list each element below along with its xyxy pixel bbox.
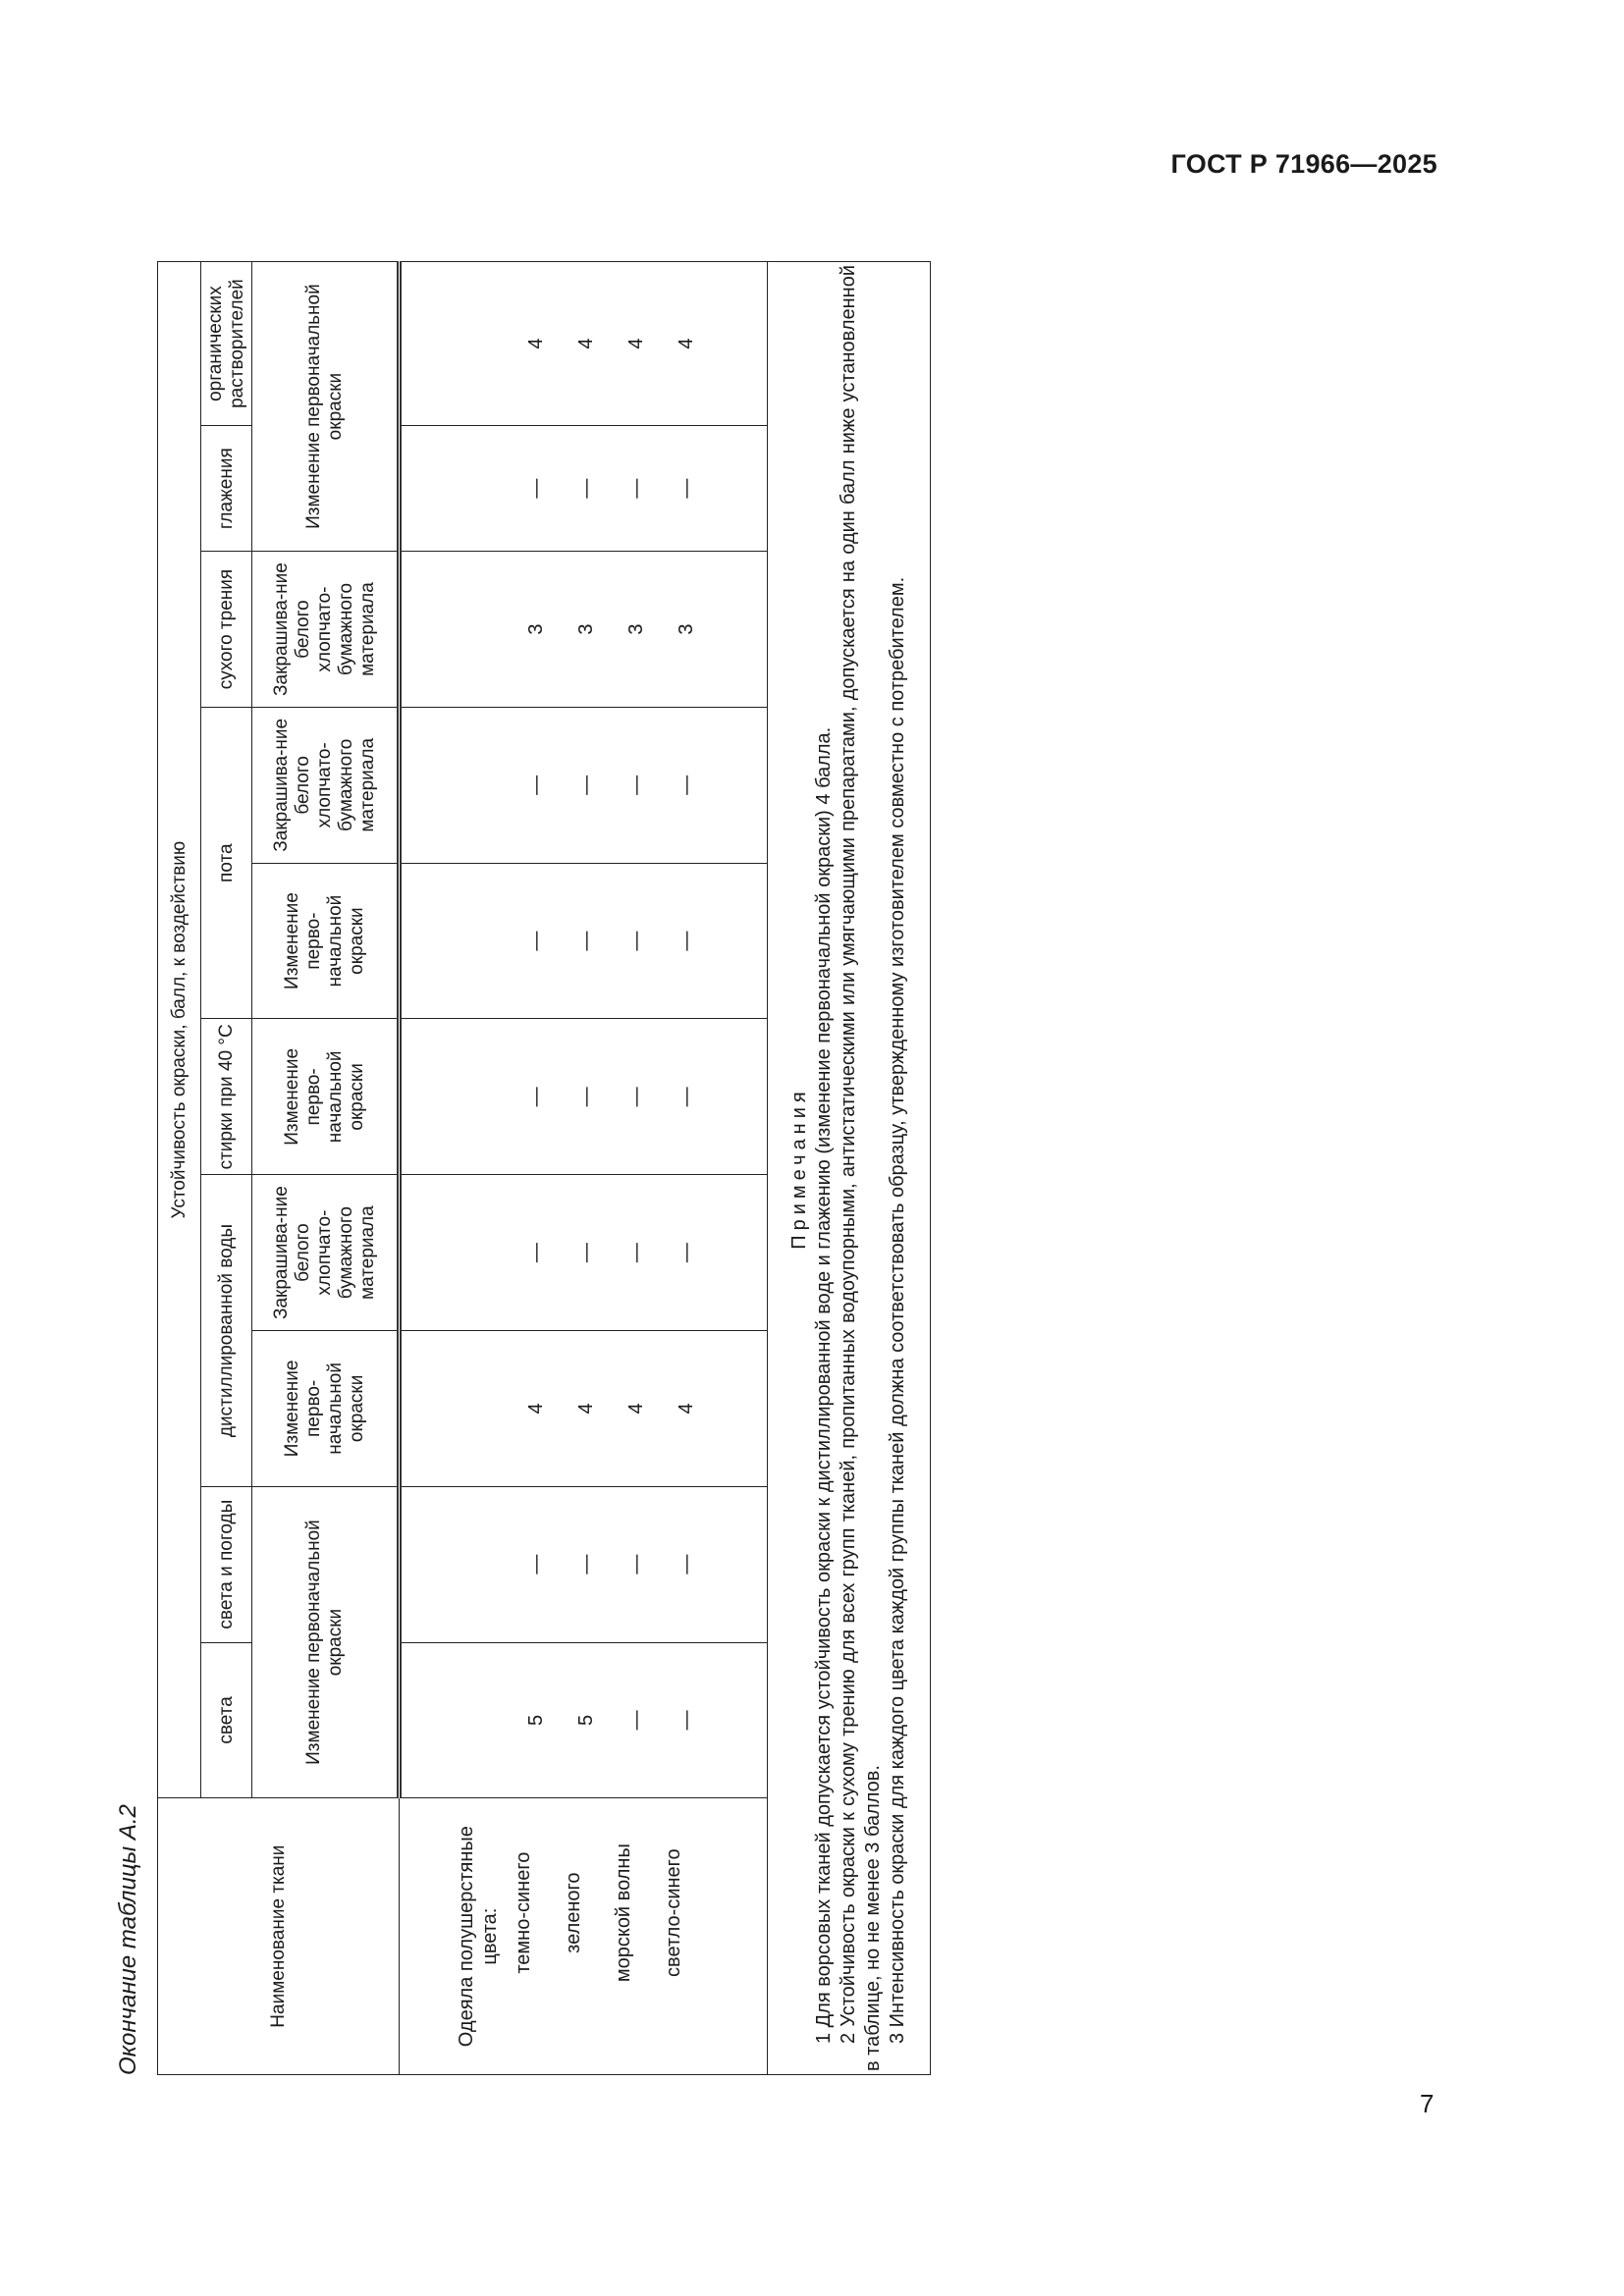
col-header-sweat: пота bbox=[201, 707, 252, 1019]
col-header-fabric-name: Наименование ткани bbox=[158, 1798, 400, 2075]
col-wash-change bbox=[400, 1019, 768, 1175]
sub-header-dist-stain: Закрашива-ние белого хлопчато-бумажного материала bbox=[252, 1175, 400, 1331]
table-cell: — bbox=[624, 931, 647, 951]
table-cell: — bbox=[624, 1243, 647, 1263]
fabric-names-cell bbox=[400, 1798, 768, 2075]
col-header-ironing: глажения bbox=[201, 426, 252, 552]
notes-title: Примечания bbox=[787, 1087, 810, 1250]
col-header-light: света bbox=[201, 1642, 252, 1798]
sub-header-sweat-change: Изменение перво-начальной окраски bbox=[252, 863, 400, 1019]
table-cell: — bbox=[574, 1087, 597, 1107]
col-sweat-stain bbox=[400, 707, 768, 863]
table-cell: 5 bbox=[574, 1714, 597, 1726]
notes-row bbox=[767, 262, 930, 2075]
table-cell: 4 bbox=[675, 338, 697, 349]
table-cell: — bbox=[524, 1554, 547, 1575]
note-item: 3 Интенсивность окраски для каждого цвета каждой группы тканей должна соответствовать образцу, утвержденному изготовителем совместно с потребителем. bbox=[886, 576, 908, 2044]
colorfastness-table bbox=[157, 261, 931, 2075]
col-header-dist-water: дистиллированной воды bbox=[201, 1175, 252, 1487]
table-cell: — bbox=[624, 774, 647, 795]
sub-header-wash-change: Изменение перво-начальной окраски bbox=[252, 1019, 400, 1175]
table-cell: — bbox=[624, 1710, 647, 1731]
fabric-name: морской волны bbox=[612, 1843, 634, 1983]
table-cell: 4 bbox=[624, 1403, 647, 1415]
table-cell: — bbox=[524, 1243, 547, 1263]
fabric-name: светло-синего bbox=[662, 1848, 684, 1977]
table-cell: — bbox=[574, 1554, 597, 1575]
table-cell: 3 bbox=[675, 623, 697, 635]
sub-header-light-change: Изменение первоначальной окраски bbox=[252, 1486, 400, 1798]
notes-cell bbox=[767, 262, 930, 2075]
table-cell: 4 bbox=[624, 338, 647, 349]
table-cell: — bbox=[524, 1087, 547, 1107]
table-cell: 4 bbox=[574, 338, 597, 349]
table-cell: — bbox=[574, 931, 597, 951]
col-header-super: Устойчивость окраски, балл, к воздействию bbox=[158, 262, 201, 1798]
table-cell: — bbox=[574, 1243, 597, 1263]
table-cell: — bbox=[675, 1087, 697, 1107]
table-cell: — bbox=[574, 774, 597, 795]
table-cell: 4 bbox=[574, 1403, 597, 1415]
col-dry-rub-stain bbox=[400, 552, 768, 708]
table-cell: — bbox=[524, 478, 547, 499]
table-cell: — bbox=[675, 774, 697, 795]
table-cell: — bbox=[675, 1243, 697, 1263]
table-cell: 3 bbox=[574, 623, 597, 635]
col-solvents bbox=[400, 262, 768, 426]
table-cell: 3 bbox=[524, 623, 547, 635]
col-header-dry-rub: сухого трения bbox=[201, 552, 252, 708]
table-cell: — bbox=[524, 774, 547, 795]
table-cell: 4 bbox=[524, 338, 547, 349]
note-item: 1 Для ворсовых тканей допускается устойчивость окраски к дистиллированной воде и глажению (изменение первоначальной окраски) 4 балла. bbox=[812, 726, 835, 2044]
col-ironing bbox=[400, 426, 768, 552]
table-row bbox=[400, 262, 768, 2075]
col-dist-change bbox=[400, 1331, 768, 1487]
col-header-solvents: органических растворителей bbox=[201, 262, 252, 426]
col-header-washing: стирки при 40 °С bbox=[201, 1019, 252, 1175]
table-cell: — bbox=[675, 1710, 697, 1731]
table-cell: 5 bbox=[524, 1714, 547, 1726]
sub-header-dry-rub-stain: Закрашива-ние белого хлопчато-бумажного материала bbox=[252, 552, 400, 708]
col-header-light-weather: света и погоды bbox=[201, 1486, 252, 1642]
table-cell: 4 bbox=[524, 1403, 547, 1415]
table-cell: — bbox=[624, 1087, 647, 1107]
page-number: 7 bbox=[1420, 2089, 1435, 2118]
table-cell: — bbox=[675, 478, 697, 499]
table-cell: — bbox=[675, 931, 697, 951]
table-caption: Окончание таблицы А.2 bbox=[115, 1804, 141, 2075]
note-item: 2 Устойчивость окраски к сухому трению для всех групп тканей, пропитанных водоупорными, антистатическими или умягчающими препаратами, допускается на один балл ниже установленной в таблице, но не менее 3 баллов. bbox=[837, 265, 884, 2071]
col-sweat-change bbox=[400, 863, 768, 1019]
table-cell: — bbox=[524, 931, 547, 951]
table-cell: 3 bbox=[624, 623, 647, 635]
sub-header-sweat-stain: Закрашива-ние белого хлопчато-бумажного материала bbox=[252, 707, 400, 863]
col-light bbox=[400, 1642, 768, 1798]
table-cell: — bbox=[624, 1554, 647, 1575]
rotated-table-block bbox=[114, 210, 939, 2075]
table-cell: — bbox=[574, 478, 597, 499]
fabric-group-label: Одеяла полушерстяные цвета: bbox=[455, 1826, 501, 2048]
table-cell: 4 bbox=[675, 1403, 697, 1415]
fabric-name: зеленого bbox=[562, 1872, 584, 1953]
document-code: ГОСТ Р 71966—2025 bbox=[1170, 149, 1437, 179]
col-dist-stain bbox=[400, 1175, 768, 1331]
sub-header-iron-solvents-change: Изменение первоначальной окраски bbox=[252, 262, 400, 552]
fabric-name: темно-синего bbox=[512, 1851, 534, 1974]
table-cell: — bbox=[675, 1554, 697, 1575]
col-light-weather bbox=[400, 1486, 768, 1642]
sub-header-dist-change: Изменение перво-начальной окраски bbox=[252, 1331, 400, 1487]
table-cell: — bbox=[624, 478, 647, 499]
